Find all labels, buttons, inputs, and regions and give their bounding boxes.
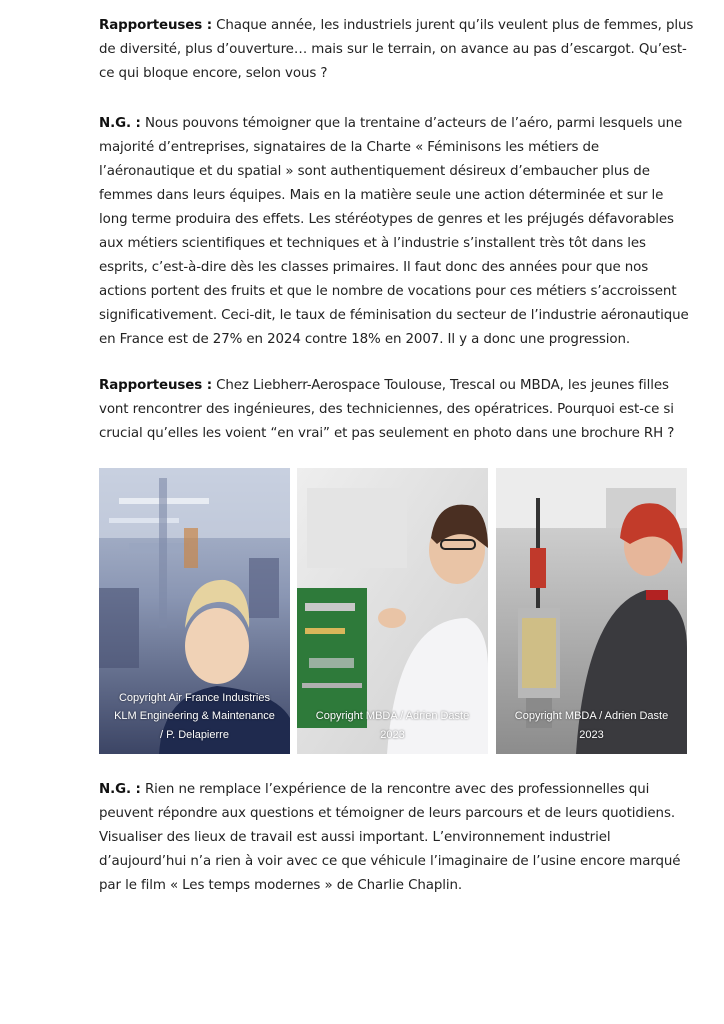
paragraph-text: Chez Liebherr-Aerospace Toulouse, Trescal ou MBDA, les jeunes filles vont rencontrer des ingénieures, des techniciennes, des opératrices. Pourquoi est-ce si crucial qu’elles les voient “en vrai” et pas seulement en photo dans une brochure RH ?	[99, 378, 675, 441]
photo-air-france	[99, 468, 290, 754]
paragraph-text: Nous pouvons témoigner que la trentaine d’acteurs de l’aéro, parmi lesquels une majorité d’entreprises, signataires de la Charte « Féminisons les métiers de l’aéronautique et du spatial » sont authentiquement désireux d’embaucher plus de femmes dans leurs équipes. Mais en la matière seule une action déterminée et sur le long terme produira des effets. Les stéréotypes de genres et les préjugés défavorables aux métiers scientifiques et techniques et à l’industrie s’installent très tôt dans les esprits, c’est-à-dire dès les classes primaires. Il faut donc des années pour que nos actions portent des fruits et que le nombre de vocations pour ces métiers s’accroissent significativement. Ceci-dit, le taux de féminisation du secteur de l’industrie aéronautique en France est de 27% en 2024 contre 18% en 2007. Il y a donc une progression.	[99, 116, 689, 347]
speaker-label: Rapporteuses :	[99, 18, 212, 33]
speaker-label: Rapporteuses :	[99, 378, 212, 393]
photo-caption: Copyright MBDA / Adrien Daste 2023	[315, 710, 470, 741]
paragraph-text: Chaque année, les industriels jurent qu’ils veulent plus de femmes, plus de diversité, plus d’ouverture… mais sur le terrain, on avance au pas d’escargot. Qu’est-ce qui bloque encore, selon vous ?	[99, 18, 694, 81]
paragraph-answer-1	[99, 112, 694, 352]
photo-caption: Copyright Air France Industries KLM Engineering & Maintenance / P. Delapierre	[114, 691, 275, 741]
paragraph-answer-2	[99, 778, 694, 898]
speaker-label: N.G. :	[99, 116, 141, 131]
paragraph-question-2	[99, 374, 694, 446]
paragraph-text: Rien ne remplace l’expérience de la rencontre avec des professionnelles qui peuvent répondre aux questions et témoigner de leurs parcours et de leurs quotidiens. Visualiser des lieux de travail est aussi important. L’environnement industriel d’aujourd’hui n’a rien à voir avec ce que véhicule l’imaginaire de l’usine encore marqué par le film « Les temps modernes » de Charlie Chaplin.	[99, 782, 681, 893]
photo-mbda-1	[297, 468, 488, 754]
photo-gallery	[99, 468, 687, 754]
photo-mbda-2	[496, 468, 687, 754]
speaker-label: N.G. :	[99, 782, 141, 797]
paragraph-question-1	[99, 14, 694, 86]
photo-caption: Copyright MBDA / Adrien Daste 2023	[514, 710, 669, 741]
